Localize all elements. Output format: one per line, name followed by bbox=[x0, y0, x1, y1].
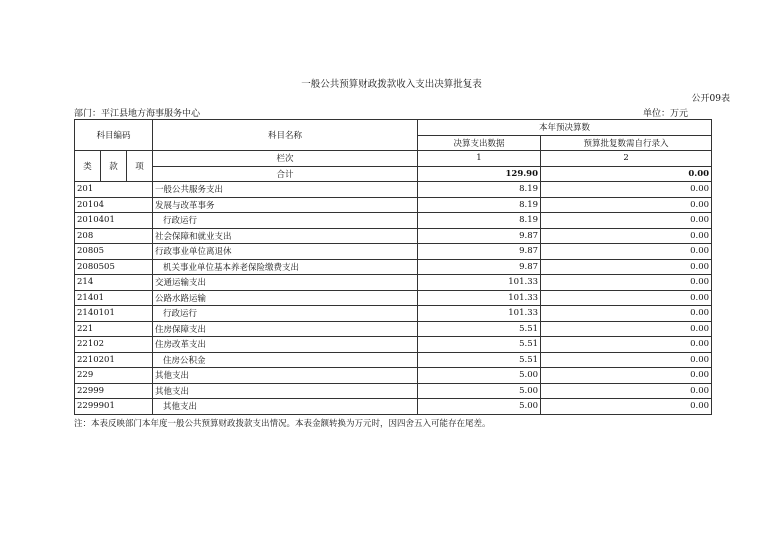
header-approved: 预算批复数需自行录入 bbox=[541, 135, 712, 151]
approved-value-cell: 0.00 bbox=[541, 337, 712, 353]
total-label: 合计 bbox=[153, 166, 418, 182]
header-kuan: 款 bbox=[101, 151, 127, 182]
actual-value-cell: 8.19 bbox=[418, 213, 541, 229]
header-lei: 类 bbox=[75, 151, 101, 182]
header-col1: 1 bbox=[418, 151, 541, 167]
header-budget-group: 本年预决算数 bbox=[418, 120, 712, 136]
subject-code-cell: 2210201 bbox=[75, 352, 153, 368]
approved-value-cell: 0.00 bbox=[541, 399, 712, 415]
subject-code-cell: 229 bbox=[75, 368, 153, 384]
subject-name-cell: 一般公共服务支出 bbox=[153, 182, 418, 198]
subject-code-cell: 2080505 bbox=[75, 259, 153, 275]
subject-code-cell: 22102 bbox=[75, 337, 153, 353]
header-col2: 2 bbox=[541, 151, 712, 167]
table-row bbox=[75, 306, 712, 322]
table-row bbox=[75, 259, 712, 275]
subject-name-cell: 其他支出 bbox=[153, 399, 418, 415]
budget-table bbox=[74, 119, 712, 415]
total-approved: 0.00 bbox=[541, 166, 712, 182]
subject-code-cell: 201 bbox=[75, 182, 153, 198]
actual-value-cell: 8.19 bbox=[418, 197, 541, 213]
subject-code-cell: 21401 bbox=[75, 290, 153, 306]
actual-value-cell: 8.19 bbox=[418, 182, 541, 198]
table-row bbox=[75, 244, 712, 260]
approved-value-cell: 0.00 bbox=[541, 213, 712, 229]
subject-name-cell: 社会保障和就业支出 bbox=[153, 228, 418, 244]
table-row bbox=[75, 213, 712, 229]
table-row bbox=[75, 337, 712, 353]
actual-value-cell: 5.51 bbox=[418, 352, 541, 368]
actual-value-cell: 9.87 bbox=[418, 244, 541, 260]
header-lanci: 栏次 bbox=[153, 151, 418, 167]
total-actual: 129.90 bbox=[418, 166, 541, 182]
actual-value-cell: 101.33 bbox=[418, 306, 541, 322]
subject-name-cell: 行政事业单位离退休 bbox=[153, 244, 418, 260]
table-row bbox=[75, 352, 712, 368]
unit-label: 单位：万元 bbox=[642, 109, 688, 119]
subject-name-cell: 住房保障支出 bbox=[153, 321, 418, 337]
subject-name-cell: 行政运行 bbox=[153, 213, 418, 229]
subject-code-cell: 208 bbox=[75, 228, 153, 244]
table-row bbox=[75, 368, 712, 384]
subject-name-cell: 机关事业单位基本养老保险缴费支出 bbox=[153, 259, 418, 275]
actual-value-cell: 5.00 bbox=[418, 399, 541, 415]
actual-value-cell: 5.51 bbox=[418, 337, 541, 353]
subject-name-cell: 交通运输支出 bbox=[153, 275, 418, 291]
form-number: 公开09表 bbox=[691, 94, 730, 104]
table-row bbox=[75, 197, 712, 213]
subject-name-cell: 发展与改革事务 bbox=[153, 197, 418, 213]
table-row bbox=[75, 290, 712, 306]
actual-value-cell: 5.00 bbox=[418, 383, 541, 399]
subject-code-cell: 221 bbox=[75, 321, 153, 337]
table-row bbox=[75, 275, 712, 291]
actual-value-cell: 101.33 bbox=[418, 290, 541, 306]
approved-value-cell: 0.00 bbox=[541, 197, 712, 213]
header-subject-code: 科目编码 bbox=[75, 120, 153, 151]
subject-name-cell: 其他支出 bbox=[153, 383, 418, 399]
subject-code-cell: 2299901 bbox=[75, 399, 153, 415]
approved-value-cell: 0.00 bbox=[541, 321, 712, 337]
table-row bbox=[75, 399, 712, 415]
actual-value-cell: 9.87 bbox=[418, 259, 541, 275]
subject-code-cell: 214 bbox=[75, 275, 153, 291]
table-row bbox=[75, 228, 712, 244]
header-subject-name: 科目名称 bbox=[153, 120, 418, 151]
table-row bbox=[75, 182, 712, 198]
department-label: 部门：平江县地方海事服务中心 bbox=[74, 109, 201, 119]
approved-value-cell: 0.00 bbox=[541, 290, 712, 306]
approved-value-cell: 0.00 bbox=[541, 383, 712, 399]
report-title: 一般公共预算财政拨款收入支出决算批复表 bbox=[301, 79, 482, 90]
subject-code-cell: 2140101 bbox=[75, 306, 153, 322]
approved-value-cell: 0.00 bbox=[541, 244, 712, 260]
approved-value-cell: 0.00 bbox=[541, 228, 712, 244]
table-row bbox=[75, 321, 712, 337]
approved-value-cell: 0.00 bbox=[541, 352, 712, 368]
table-row bbox=[75, 383, 712, 399]
actual-value-cell: 5.00 bbox=[418, 368, 541, 384]
approved-value-cell: 0.00 bbox=[541, 275, 712, 291]
actual-value-cell: 5.51 bbox=[418, 321, 541, 337]
approved-value-cell: 0.00 bbox=[541, 259, 712, 275]
approved-value-cell: 0.00 bbox=[541, 368, 712, 384]
footnote: 注：本表反映部门本年度一般公共预算财政拨款支出情况。本表金额转换为万元时，因四舍五入可能存在尾差。 bbox=[74, 419, 491, 429]
subject-name-cell: 公路水路运输 bbox=[153, 290, 418, 306]
subject-name-cell: 其他支出 bbox=[153, 368, 418, 384]
header-xiang: 项 bbox=[127, 151, 153, 182]
subject-name-cell: 行政运行 bbox=[153, 306, 418, 322]
subject-code-cell: 20104 bbox=[75, 197, 153, 213]
subject-name-cell: 住房公积金 bbox=[153, 352, 418, 368]
subject-code-cell: 22999 bbox=[75, 383, 153, 399]
approved-value-cell: 0.00 bbox=[541, 306, 712, 322]
actual-value-cell: 101.33 bbox=[418, 275, 541, 291]
approved-value-cell: 0.00 bbox=[541, 182, 712, 198]
subject-code-cell: 20805 bbox=[75, 244, 153, 260]
header-actual: 决算支出数据 bbox=[418, 135, 541, 151]
subject-code-cell: 2010401 bbox=[75, 213, 153, 229]
actual-value-cell: 9.87 bbox=[418, 228, 541, 244]
subject-name-cell: 住房改革支出 bbox=[153, 337, 418, 353]
